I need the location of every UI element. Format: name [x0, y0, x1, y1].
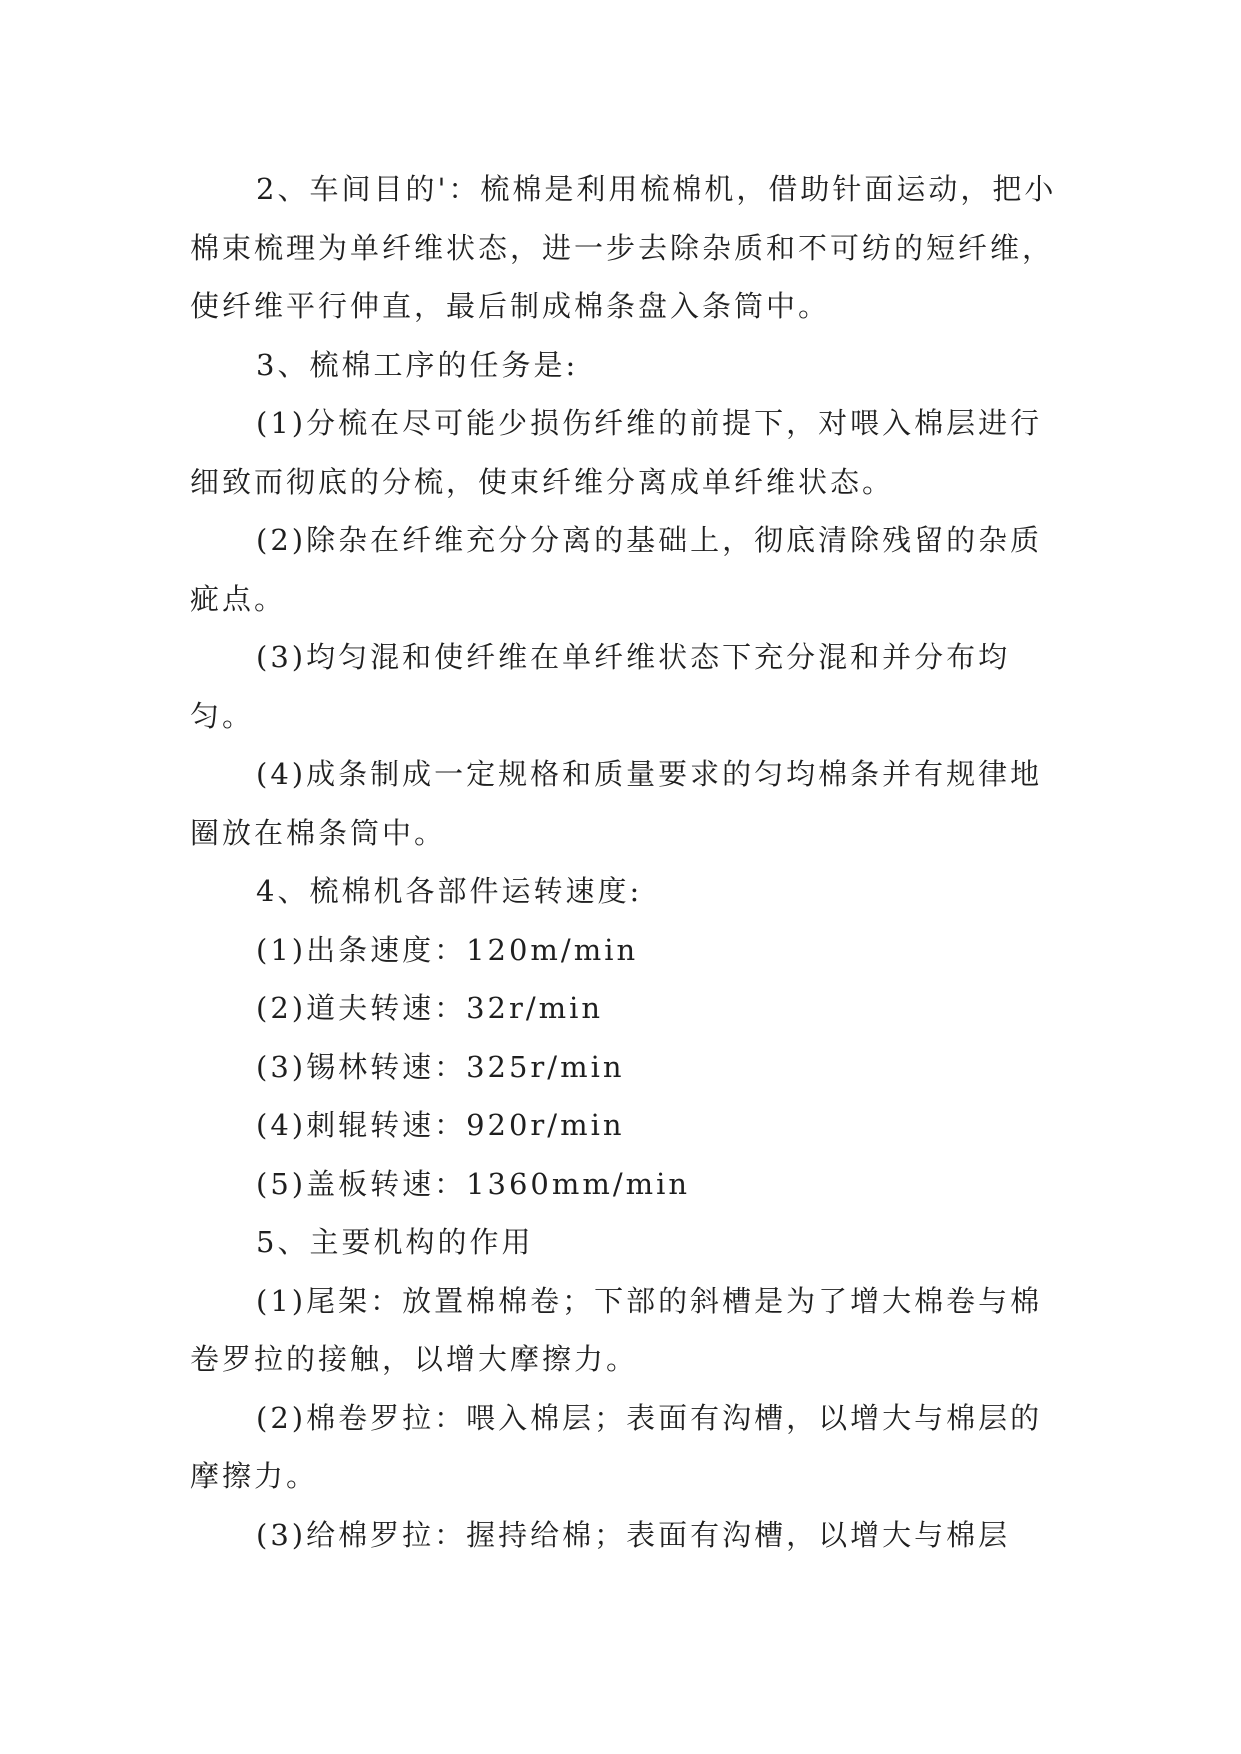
- paragraph-task-sliver-forming: (4)成条制成一定规格和质量要求的匀均棉条并有规律地圈放在棉条筒中。: [190, 757, 1043, 850]
- paragraph-tasks-heading: 3、梳棉工序的任务是:: [256, 347, 579, 382]
- paragraph-speed-delivery: (1)出条速度：120m/min: [256, 932, 639, 967]
- paragraph-mechanism-lap-roller: (2)棉卷罗拉：喂入棉层；表面有沟槽，以增大与棉层的摩擦力。: [190, 1400, 1043, 1493]
- paragraph-workshop-purpose: 2、车间目的'：梳棉是利用梳棉机，借助针面运动，把小棉束梳理为单纤维状态，进一步去除杂质和不可纺的短纤维，使纤维平行伸直，最后制成棉条盘入条筒中。: [190, 172, 1057, 323]
- paragraph-task-mixing: (3)均匀混和使纤维在单纤维状态下充分混和并分布均匀。: [190, 640, 1011, 733]
- paragraph-speed-doffer: (2)道夫转速：32r/min: [256, 991, 604, 1025]
- paragraph-task-impurity-removal: (2)除杂在纤维充分分离的基础上，彻底清除残留的杂质疵点。: [190, 523, 1043, 616]
- paragraph-speed-cylinder: (3)锡林转速：325r/min: [256, 1049, 625, 1084]
- paragraph-task-carding: (1)分梳在尽可能少损伤纤维的前提下，对喂入棉层进行细致而彻底的分梳，使束纤维分离成单纤维状态。: [190, 406, 1043, 499]
- paragraph-mechanisms-heading: 5、主要机构的作用: [256, 1225, 534, 1259]
- paragraph-speed-licker-in: (4)刺辊转速：920r/min: [256, 1108, 625, 1142]
- paragraph-speeds-heading: 4、梳棉机各部件运转速度:: [256, 874, 643, 908]
- paragraph-mechanism-feed-roller: (3)给棉罗拉：握持给棉；表面有沟槽，以增大与棉层: [256, 1517, 1011, 1552]
- document-body: [190, 160, 1060, 1564]
- paragraph-mechanism-tail-frame: (1)尾架：放置棉棉卷；下部的斜槽是为了增大棉卷与棉卷罗拉的接触，以增大摩擦力。: [190, 1283, 1043, 1376]
- paragraph-speed-flats: (5)盖板转速：1360mm/min: [256, 1166, 691, 1201]
